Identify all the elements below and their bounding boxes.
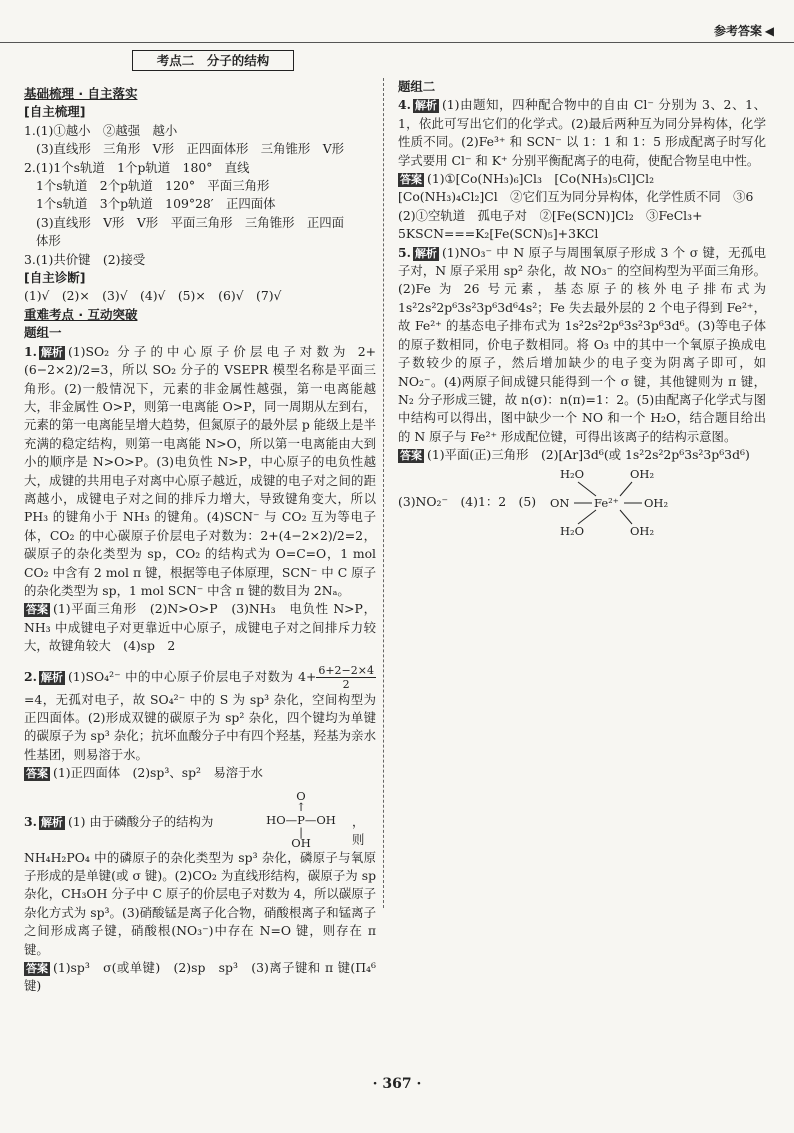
answer-line: 1.(1)①越小 ②越强 越小	[24, 122, 178, 138]
header-label: 参考答案	[713, 24, 762, 38]
analysis-tag: 解析	[414, 246, 437, 260]
question-1-answer	[24, 600, 376, 655]
analysis-tag: 解析	[40, 815, 63, 829]
bond-br	[620, 510, 632, 524]
question-number: 2.	[24, 668, 37, 684]
triangle-left-icon: ◀	[764, 24, 774, 38]
analysis-text: (1) 由于磷酸分子的结构为	[67, 813, 214, 829]
question-1-analysis	[24, 343, 376, 601]
ligand-tl: H₂O	[560, 466, 585, 481]
page-header	[560, 0, 794, 42]
metal-center: Fe²⁺	[594, 495, 619, 510]
answer-line: 1个s轨道 3个p轨道 109°28′ 正四面体	[36, 196, 276, 212]
answer-text: (1)平面(正)三角形 (2)[Ar]3d⁶(或 1s²2s²2p⁶3s²3p⁶3d⁶)	[427, 447, 750, 463]
question-number: 4.	[398, 97, 411, 113]
struct-mid: HO—P—OH	[266, 812, 336, 827]
subheading-self-diagnosis: [自主诊断]	[24, 270, 86, 286]
analysis-text: (1)SO₂ 分子的中心原子价层电子对数为 2+(6−2×2)/2=3，所以 SO₂ 分子的 VSEPR 模型名称是平面三角形。(2)一般情况下，元素的非金属性越强，第一电离能越大，非金属性 O>P，则第一电离能 O>P，同一周期从左到右，元素的第一电离能呈增大趋势，但氮原子的最外层 p 能级上是半充满的稳定结构，则第一电离能 N>O，所以第一电离能由大到小的顺序是 N>O>P。(3)电负性 N>P，中心原子的电负性越大，成键的共用电子对离中心原子越近，成键的电子对之间的距离越小，成键电子对之间的排斥力增大，导致键角变大，所以 PH₃ 的键角小于 NH₃ 的键角。(4)SCN⁻ 与 CO₂ 互为等电子体，CO₂ 的中心碳原子价层电子对数为：2+(4−2×2)/2=2，碳原子的杂化类型为 sp，CO₂ 的结构式为 O=C=O，1 mol CO₂ 中含有 2 mol π 键，根据等电子体原理，SCN⁻ 中 C 原子的杂化类型为 sp，1 mol SCN⁻ 中含 π 键的数目为 2Nₐ。	[24, 343, 376, 598]
block-title-key-points: 重难考点 · 互动突破	[24, 306, 138, 322]
struct-oh: OH	[291, 835, 311, 850]
answer-line: (3)直线形 三角形 V形 正四面体形 三角锥形 V形	[36, 141, 345, 157]
complex-answer-row	[398, 465, 766, 539]
question-number: 3.	[24, 813, 37, 829]
fraction	[316, 664, 376, 691]
q3-tail: ，则	[352, 813, 365, 848]
answer-text: (1)sp³ σ(或单键) (2)sp sp³ (3)离子键和 π 键(Π₄⁶ 键)	[24, 960, 376, 994]
question-5-analysis	[398, 244, 766, 446]
question-number: 1.	[24, 343, 37, 359]
answer-tag: 答案	[26, 767, 48, 781]
answer-line: 5KSCN===K₂[Fe(SCN)₅]+3KCl	[398, 226, 599, 242]
fraction-denominator: 2	[342, 677, 350, 691]
question-2-analysis	[24, 664, 376, 765]
block-title-basics: 基础梳理 · 自主落实	[24, 86, 138, 101]
question-3-answer	[24, 959, 376, 996]
right-column	[398, 78, 766, 539]
answer-line: 体形	[36, 233, 61, 249]
ligand-right: OH₂	[644, 495, 669, 510]
bond-tr	[620, 482, 632, 496]
q3-lead	[24, 813, 213, 831]
bond-bl	[578, 510, 596, 524]
ligand-tr: OH₂	[630, 466, 655, 481]
answer-line: 3.(1)共价键 (2)接受	[24, 251, 146, 267]
answer-tag: 答案	[400, 173, 422, 187]
section-title: 考点二 分子的结构	[132, 50, 294, 71]
analysis-text: (1)SO₄²⁻ 中的中心原子价层电子对数为 4+	[67, 668, 317, 684]
page-number: · 367 ·	[372, 1076, 422, 1092]
bond-tl	[578, 482, 596, 496]
analysis-tag: 解析	[414, 99, 437, 113]
question-3-analysis-body: NH₄H₂PO₄ 中的磷原子的杂化类型为 sp³ 杂化，磷原子与氧原子形成的是单键(或 σ 键)。(2)CO₂ 为直线形结构，碳原子为 sp 杂化，CH₃OH 分子中 C 原子的价层电子对数为 4，所以碳原子杂化方式为 sp³。(3)硝酸锰是离子化合物，硝酸根离子和锰离子之间形成离子键，硝酸根(NO₃⁻)中存在 N=O 键，则存在 π 键。	[24, 849, 376, 957]
answer-text: (1)平面三角形 (2)N>O>P (3)NH₃ 电负性 N>P，NH₃ 中成键电子对更靠近中心原子，成键电子对之间排斥力较大，故键角较大 (4)sp 2	[24, 601, 376, 654]
analysis-text: =	[24, 691, 35, 707]
answer-line: (2)①空轨道 孤电子对 ②[Fe(SCN)]Cl₂ ③FeCl₃+	[398, 207, 703, 223]
diagnosis-line: (1)√ (2)× (3)√ (4)√ (5)× (6)√ (7)√	[24, 288, 282, 304]
question-2-answer	[24, 764, 376, 782]
answer-line: 1个s轨道 2个p轨道 120° 平面三角形	[36, 178, 270, 194]
analysis-tag: 解析	[40, 345, 63, 359]
ligand-br: OH₂	[630, 523, 655, 538]
header-rule	[0, 42, 794, 43]
subheading-self-review: [自主梳理]	[24, 104, 86, 120]
column-divider	[383, 78, 384, 908]
analysis-text: (1)由题知，四种配合物中的自由 Cl⁻ 分别为 3、2、1、1，依此可写出它们的化学式。(2)最后两种互为同分异构体，化学性质不同。(2)Fe³⁺ 和 SCN⁻ 以 1：1 和 1：5 形成配离子时写化学式要用 Cl⁻ 和 K⁺ 分别平衡配离子的电荷，使配合物呈电中性。	[398, 97, 766, 168]
answer-text: (1)正四面体 (2)sp³、sp² 易溶于水	[53, 765, 263, 781]
question-3-analysis	[24, 788, 376, 850]
struct-arrow: ↑	[296, 799, 306, 814]
phosphoric-acid-structure	[256, 788, 346, 850]
group-title: 题组二	[398, 79, 436, 94]
question-5-answer	[398, 446, 766, 464]
analysis-text: 4，无孤对电子，故 SO₄²⁻ 中的 S 为 sp³ 杂化，空间构型为正四面体。(2)形成双键的碳原子为 sp² 杂化，四个键均为单键的碳原子为 sp³ 杂化；抗坏血酸分子中有四个羟基，羟基为亲水性基团，则易溶于水。	[24, 691, 376, 762]
ligand-bl: H₂O	[560, 523, 585, 538]
answer-text: (1)①[Co(NH₃)₆]Cl₃ [Co(NH₃)₅Cl]Cl₂	[427, 171, 655, 187]
answer-line: 2.(1)1个s轨道 1个p轨道 180° 直线	[24, 159, 250, 175]
answer-tag: 答案	[400, 449, 422, 463]
answer-tag: 答案	[26, 962, 48, 976]
struct-bar: |	[299, 824, 303, 839]
analysis-tag: 解析	[40, 670, 63, 684]
left-column	[24, 50, 376, 996]
answer-line: [Co(NH₃)₄Cl₂]Cl ②它们互为同分异构体，化学性质不同 ③6	[398, 189, 754, 205]
struct-o: O	[296, 788, 306, 803]
ligand-left: ON	[550, 495, 570, 510]
iron-complex-structure	[528, 465, 698, 539]
answer-tag: 答案	[26, 603, 48, 617]
analysis-text: (1)NO₃⁻ 中 N 原子与周围氧原子形成 3 个 σ 键，无孤电子对，N 原子采用 sp² 杂化，故 NO₃⁻ 的空间构型为平面三角形。(2)Fe 为 26 号元素，基态原子的核外电子排布式为 1s²2s²2p⁶3s²3p⁶3d⁶4s²；Fe 失去最外层的 2 个电子得到 Fe²⁺，故 Fe²⁺ 的基态电子排布式为 1s²2s²2p⁶3s²3p⁶3d⁶。(3)等电子体的原子数相同，价电子数相同。将 O₃ 中的其中一个氧原子换成电子数较少的原子，然后增加缺少的电子变为阴离子即可，如 NO₂⁻。(4)两原子间成键只能得到一个 σ 键，其他键则为 π 键，N₂ 分子形成三键，故 n(σ)：n(π)=1：2。(5)由配离子化学式与图中结构可以得出，图中缺少一个 NO 和一个 H₂O，结合题目给出的 N 原子与 Fe²⁺ 形成配位键，可得出该离子的结构示意图。	[398, 244, 766, 444]
answer-line: (3)直线形 V形 V形 平面三角形 三角锥形 正四面	[36, 214, 345, 230]
fraction-numerator: 6+2−2×4	[318, 663, 374, 677]
question-4-answer	[398, 170, 766, 188]
group-title: 题组一	[24, 325, 62, 341]
question-number: 5.	[398, 244, 411, 260]
question-4-analysis	[398, 96, 766, 170]
answer-text: (3)NO₂⁻ (4)1：2 (5)	[398, 493, 537, 509]
